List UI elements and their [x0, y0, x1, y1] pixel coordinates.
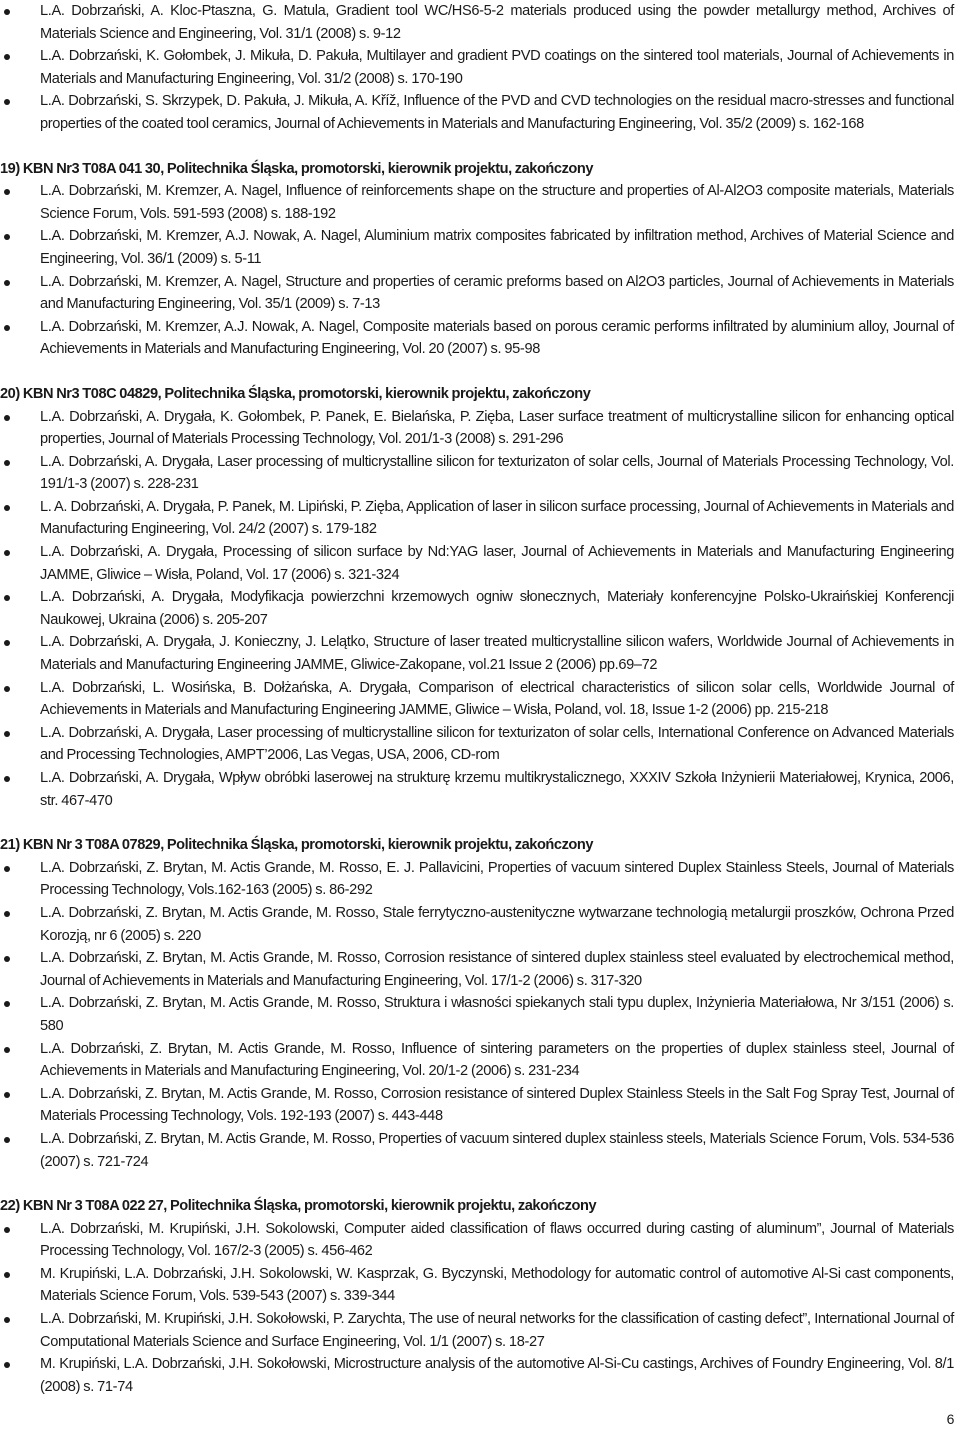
bullet-icon [4, 1001, 10, 1007]
bullet-icon [4, 550, 10, 556]
bullet-icon [4, 1317, 10, 1323]
reference-item: L.A. Dobrzański, M. Kremzer, A. Nagel, Structure and properties of ceramic preforms based on Al2O3 particles, Journal of Achievements in Materials and Manufacturing Engineering, Vol. 35/1 (2009) s. 7-13 [0, 271, 954, 316]
bullet-icon [4, 731, 10, 737]
bullet-icon [4, 1227, 10, 1233]
section-heading: 19) KBN Nr3 T08A 041 30, Politechnika Śląska, promotorski, kierownik projektu, zakończony [0, 160, 594, 177]
bullet-icon [4, 1092, 10, 1098]
page-number: 6 [946, 1411, 954, 1427]
bullet-icon [4, 189, 10, 195]
section-heading: 21) KBN Nr 3 T08A 07829, Politechnika Śląska, promotorski, kierownik projektu, zakończony [0, 837, 594, 854]
bullet-icon [4, 640, 10, 646]
reference-item: M. Krupiński, L.A. Dobrzański, J.H. Sokołowski, Microstructure analysis of the automotive Al-Si-Cu castings, Archives of Foundry Engineering, Vol. 8/1 (2008) s. 71-74 [0, 1353, 954, 1398]
reference-item: L.A. Dobrzański, M. Kremzer, A. Nagel, Influence of reinforcements shape on the structure and properties of Al-Al2O3 composite materials, Materials Science Forum, Vols. 591-593 (2008) s. 188-192 [0, 180, 954, 225]
reference-item: M. Krupiński, L.A. Dobrzański, J.H. Sokolowski, W. Kasprzak, G. Byczynski, Methodology for automatic control of automotive Al-Si cast components, Materials Science Forum, Vols. 539-543 (2007) s. 339-344 [0, 1263, 954, 1308]
bullet-icon [4, 866, 10, 872]
reference-list [0, 1218, 954, 1399]
reference-item: L.A. Dobrzański, A. Drygała, K. Gołombek, P. Panek, E. Bielańska, P. Zięba, Laser surface treatment of multicrystalline silicon for enhancing optical properties, Journal of Materials Processing Technology, Vol. 201/1-3 (2008) s. 291-296 [0, 406, 954, 451]
bullet-icon [4, 54, 10, 60]
reference-item: L.A. Dobrzański, A. Drygała, Laser processing of multicrystalline silicon for texturizaton of solar cells, International Conference on Advanced Materials and Processing Technologies, AMPT’2006, Las Vegas, USA, 2006, CD-rom [0, 722, 954, 767]
bullet-icon [4, 911, 10, 917]
bullet-icon [4, 325, 10, 331]
reference-item: L.A. Dobrzański, L. Wosińska, B. Dołżańska, A. Drygała, Comparison of electrical characteristics of silicon solar cells, Worldwide Journal of Achievements in Materials and Manufacturing Engineering JAMME, Gliwice – Wisła, Poland, vol. 18, Issue 1-2 (2006) pp. 215-218 [0, 677, 954, 722]
reference-item: L.A. Dobrzański, Z. Brytan, M. Actis Grande, M. Rosso, Corrosion resistance of sintered duplex stainless steel evaluated by electrochemical method, Journal of Achievements in Materials and Manufacturing Engineering, Vol. 17/1-2 (2006) s. 317-320 [0, 947, 954, 992]
reference-item: L.A. Dobrzański, Z. Brytan, M. Actis Grande, M. Rosso, Properties of vacuum sintered duplex stainless steels, Materials Science Forum, Vols. 534-536 (2007) s. 721-724 [0, 1128, 954, 1173]
bullet-icon [4, 280, 10, 286]
bullet-icon [4, 595, 10, 601]
reference-item: L.A. Dobrzański, A. Drygała, J. Konieczny, J. Lelątko, Structure of laser treated multicrystalline silicon wafers, Worldwide Journal of Achievements in Materials and Manufacturing Engineering JAMME, Gliwice-Zakopane, vol.21 Issue 2 (2006) pp.69–72 [0, 631, 954, 676]
bullet-icon [4, 1137, 10, 1143]
reference-item: L.A. Dobrzański, A. Drygała, Laser processing of multicrystalline silicon for texturizaton of solar cells, Journal of Materials Processing Technology, Vol. 191/1-3 (2007) s. 228-231 [0, 451, 954, 496]
reference-item: L.A. Dobrzański, Z. Brytan, M. Actis Grande, M. Rosso, E. J. Pallavicini, Properties of vacuum sintered Duplex Stainless Steels, Journal of Materials Processing Technology, Vols.162-163 (2005) s. 86-292 [0, 857, 954, 902]
bullet-icon [4, 1047, 10, 1053]
bullet-icon [4, 460, 10, 466]
bullet-icon [4, 686, 10, 692]
reference-item: L.A. Dobrzański, A. Drygała, Wpływ obróbki laserowej na strukturę krzemu multikrystalicznego, XXXIV Szkoła Inżynierii Materiałowej, Krynica, 2006, str. 467-470 [0, 767, 954, 812]
reference-item: L.A. Dobrzański, M. Kremzer, A.J. Nowak, A. Nagel, Composite materials based on porous ceramic performs infiltrated by aluminium alloy, Journal of Achievements in Materials and Manufacturing Engineering, Vol. 20 (2007) s. 95-98 [0, 316, 954, 361]
bullet-icon [4, 1362, 10, 1368]
reference-item: L.A. Dobrzański, Z. Brytan, M. Actis Grande, M. Rosso, Struktura i własności spiekanych stali typu duplex, Inżynieria Materiałowa, Nr 3/151 (2006) s. 580 [0, 992, 954, 1037]
bullet-icon [4, 505, 10, 511]
reference-list [0, 180, 954, 361]
reference-item: L.A. Dobrzański, A. Drygała, Modyfikacja powierzchni krzemowych ogniw słonecznych, Materiały konferencyjne Polsko-Ukraińskiej Konferencji Naukowej, Ukraina (2006) s. 205-207 [0, 586, 954, 631]
bullet-icon [4, 9, 10, 15]
reference-item: L.A. Dobrzański, M. Krupiński, J.H. Sokolowski, Computer aided classification of flaws occurred during casting of aluminum”, Journal of Materials Processing Technology, Vol. 167/2-3 (2005) s. 456-462 [0, 1218, 954, 1263]
reference-item: L.A. Dobrzański, Z. Brytan, M. Actis Grande, M. Rosso, Influence of sintering parameters on the properties of duplex stainless steel, Journal of Achievements in Materials and Manufacturing Engineering, Vol. 20/1-2 (2006) s. 231-234 [0, 1038, 954, 1083]
reference-item: L.A. Dobrzański, Z. Brytan, M. Actis Grande, M. Rosso, Stale ferrytyczno-austenityczne wytwarzane technologią metalurgii proszków, Ochrona Przed Korozją, nr 6 (2005) s. 220 [0, 902, 954, 947]
bullet-icon [4, 415, 10, 421]
bullet-icon [4, 234, 10, 240]
reference-item: L.A. Dobrzański, M. Krupiński, J.H. Sokołowski, P. Zarychta, The use of neural networks for the classification of casting defect”, International Journal of Computational Materials Science and Surface Engineering, Vol. 1/1 (2007) s. 18-27 [0, 1308, 954, 1353]
bullet-icon [4, 776, 10, 782]
section-heading: 20) KBN Nr3 T08C 04829, Politechnika Śląska, promotorski, kierownik projektu, zakończony [0, 385, 591, 402]
section-heading: 22) KBN Nr 3 T08A 022 27, Politechnika Śląska, promotorski, kierownik projektu, zakończony [0, 1198, 597, 1215]
bullet-icon [4, 956, 10, 962]
bullet-icon [4, 1272, 10, 1278]
reference-item: L. A. Dobrzański, A. Drygała, P. Panek, M. Lipiński, P. Zięba, Application of laser in silicon surface processing, Journal of Achievements in Materials and Manufacturing Engineering, Vol. 24/2 (2007) s. 179-182 [0, 496, 954, 541]
reference-item: L.A. Dobrzański, M. Kremzer, A.J. Nowak, A. Nagel, Aluminium matrix composites fabricated by infiltration method, Archives of Material Science and Engineering, Vol. 36/1 (2009) s. 5-11 [0, 225, 954, 270]
reference-list [0, 406, 954, 813]
reference-item: L.A. Dobrzański, A. Kloc-Ptaszna, G. Matula, Gradient tool WC/HS6-5-2 materials produced using the powder metallurgy method, Archives of Materials Science and Engineering, Vol. 31/1 (2008) s. 9-12 [0, 0, 954, 45]
bullet-icon [4, 99, 10, 105]
reference-item: L.A. Dobrzański, S. Skrzypek, D. Pakuła, J. Mikuła, A. Kříž, Influence of the PVD and CVD technologies on the residual macro-stresses and functional properties of the coated tool ceramics, Journal of Achievements in Materials and Manufacturing Engineering, Vol. 35/2 (2009) s. 162-168 [0, 90, 954, 135]
reference-item: L.A. Dobrzański, K. Gołombek, J. Mikuła, D. Pakuła, Multilayer and gradient PVD coatings on the sintered tool materials, Journal of Achievements in Materials and Manufacturing Engineering, Vol. 31/2 (2008) s. 170-190 [0, 45, 954, 90]
reference-list [0, 857, 954, 1173]
reference-item: L.A. Dobrzański, A. Drygała, Processing of silicon surface by Nd:YAG laser, Journal of Achievements in Materials and Manufacturing Engineering JAMME, Gliwice – Wisła, Poland, Vol. 17 (2006) s. 321-324 [0, 541, 954, 586]
reference-list [0, 0, 954, 136]
reference-item: L.A. Dobrzański, Z. Brytan, M. Actis Grande, M. Rosso, Corrosion resistance of sintered Duplex Stainless Steels in the Salt Fog Spray Test, Journal of Materials Processing Technology, Vols. 192-193 (2007) s. 443-448 [0, 1083, 954, 1128]
